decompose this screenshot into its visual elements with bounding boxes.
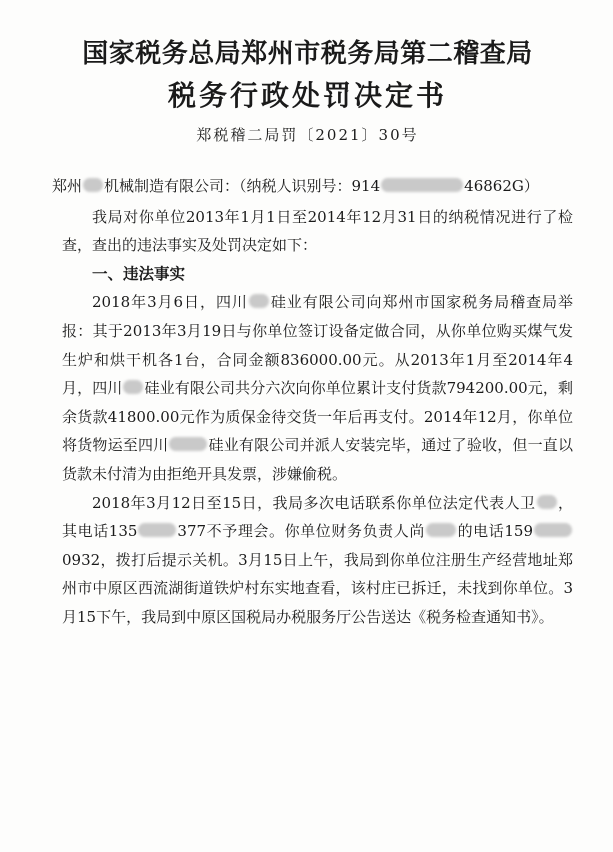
intro-paragraph: 我局对你单位2013年1月1日至2014年12月31日的纳税情况进行了检查，查出的违法事实及处罚决定如下： <box>62 207 573 255</box>
text-segment: ，其电话135 <box>62 493 573 541</box>
issuing-authority: 国家税务总局郑州市税务局第二稽查局 <box>82 39 533 69</box>
document-title: 税务行政处罚决定书 <box>167 79 447 112</box>
addressee-name-prefix: 郑州 <box>52 177 83 195</box>
text-segment: 2018年3月12日至15日，我局多次电话联系你单位法定代表人卫 <box>92 493 536 512</box>
violation-paragraph-2 <box>62 489 573 632</box>
redaction-mark <box>169 437 207 451</box>
text-segment: 硅业有限公司并派人安装完毕，通过了验收，但一直以货款未付清为由拒绝开具发票，涉嫌偷税。 <box>62 436 573 483</box>
violation-paragraph-1 <box>62 288 573 488</box>
addressee-line <box>52 172 573 201</box>
tax-id-suffix: 46862G） <box>464 177 539 195</box>
redaction-mark <box>138 523 176 537</box>
section-heading-violations: 一、违法事实 <box>92 264 186 283</box>
text-segment: 377不予理会。你单位财务负责人尚 <box>177 522 425 541</box>
redaction-mark <box>426 523 456 537</box>
redaction-mark <box>537 495 557 509</box>
text-segment: 的电话159 <box>456 522 533 541</box>
redaction-mark <box>381 178 463 192</box>
addressee-name-suffix: 机械制造有限公司：（纳税人识别号：914 <box>104 177 381 195</box>
text-segment: 0932，拨打后提示关机。3月15日上午，我局到你单位注册生产经营地址郑州市中原区西流湖街道铁炉村东实地查看，该村庄已拆迁，未找到你单位。3月15下午，我局到中原区国税局办税服务厅公告送达《税务检查通知书》。 <box>62 550 573 626</box>
redaction-mark <box>83 178 103 192</box>
redaction-mark <box>249 294 269 308</box>
document-body <box>52 172 573 632</box>
redaction-mark <box>123 380 143 394</box>
text-segment: 硅业有限公司共分六次向你单位累计支付货款794200.00元，剩余货款41800.00元作为质保金待交货一年后再支付。2014年12月，你单位将货物运至四川 <box>62 379 573 455</box>
redaction-mark <box>534 523 572 537</box>
penalty-decision-document <box>0 38 613 852</box>
text-segment: 2018年3月6日，四川 <box>92 293 248 312</box>
text-segment: 硅业有限公司向郑州市国家税务局稽查局举报：其于2013年3月19日与你单位签订设备定做合同，从你单位购买煤气发生炉和烘干机各1台，合同金额836000.00元。从2013年1月至2014年4月，四川 <box>62 293 573 398</box>
document-number: 郑税稽二局罚〔2021〕30号 <box>196 126 419 144</box>
